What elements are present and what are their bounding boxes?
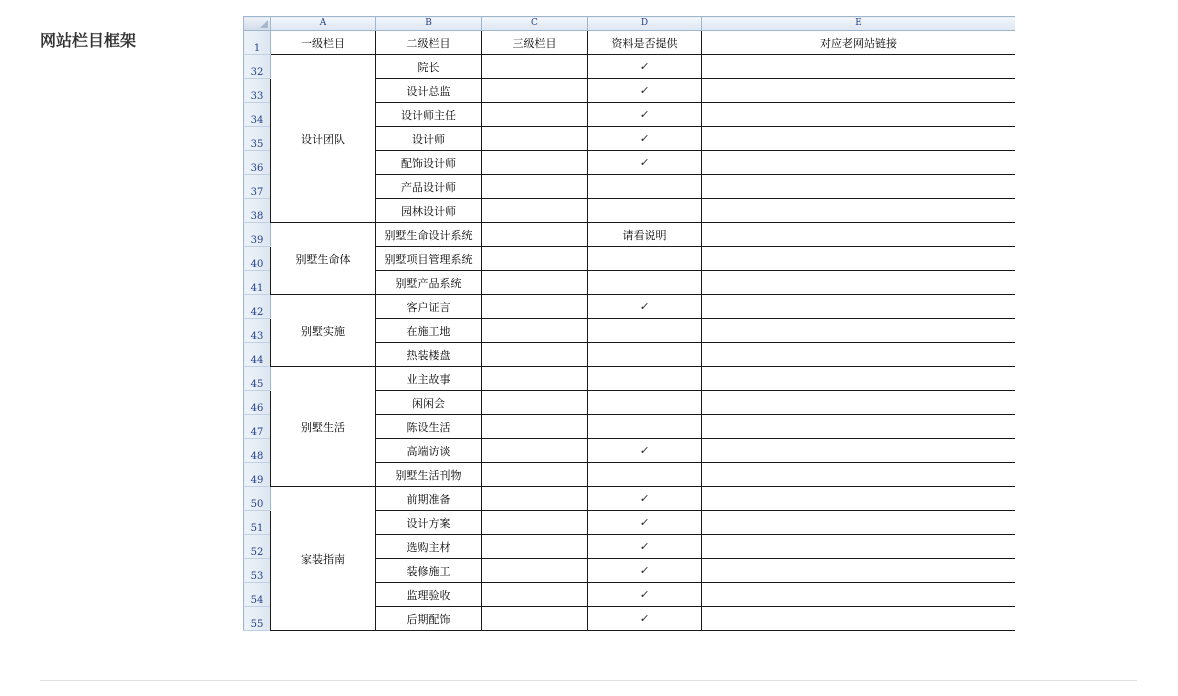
row-number: 35 (244, 127, 271, 151)
table-row (244, 55, 1016, 79)
row-number: 37 (244, 175, 271, 199)
check-mark-icon: ✓ (638, 444, 651, 457)
level3-category-cell (482, 607, 588, 631)
old-site-link-cell (702, 319, 1016, 343)
level2-category-cell: 别墅项目管理系统 (376, 247, 482, 271)
table-row (244, 487, 1016, 511)
level1-category-cell: 家装指南 (271, 487, 376, 631)
row-number: 50 (244, 487, 271, 511)
old-site-link-cell (702, 247, 1016, 271)
level2-category-cell: 高端访谈 (376, 439, 482, 463)
row-number: 45 (244, 367, 271, 391)
row-number: 48 (244, 439, 271, 463)
old-site-link-cell (702, 439, 1016, 463)
provided-status-cell (588, 127, 702, 151)
provided-status-cell (588, 511, 702, 535)
old-site-link-cell (702, 295, 1016, 319)
row-number: 47 (244, 415, 271, 439)
level1-category-cell: 别墅实施 (271, 295, 376, 367)
level2-category-cell: 后期配饰 (376, 607, 482, 631)
level2-category-cell: 陈设生活 (376, 415, 482, 439)
old-site-link-cell (702, 151, 1016, 175)
provided-status-cell (588, 199, 702, 223)
select-all-corner (244, 17, 271, 31)
level3-category-cell (482, 55, 588, 79)
column-header-cell: 三级栏目 (482, 31, 588, 55)
old-site-link-cell (702, 559, 1016, 583)
check-mark-icon: ✓ (638, 156, 651, 169)
level3-category-cell (482, 319, 588, 343)
column-letter-c: C (482, 17, 588, 31)
check-mark-icon: ✓ (638, 612, 651, 625)
level3-category-cell (482, 535, 588, 559)
column-letter-a: A (271, 17, 376, 31)
level2-category-cell: 别墅生活刊物 (376, 463, 482, 487)
level3-category-cell (482, 175, 588, 199)
row-number: 44 (244, 343, 271, 367)
old-site-link-cell (702, 271, 1016, 295)
table-row (244, 295, 1016, 319)
level2-category-cell: 别墅产品系统 (376, 271, 482, 295)
level3-category-cell (482, 127, 588, 151)
old-site-link-cell (702, 535, 1016, 559)
table-header-row (244, 31, 1016, 55)
row-number: 33 (244, 79, 271, 103)
column-letter-b: B (376, 17, 482, 31)
row-number: 49 (244, 463, 271, 487)
level3-category-cell (482, 103, 588, 127)
row-number: 34 (244, 103, 271, 127)
column-header-cell: 资料是否提供 (588, 31, 702, 55)
level2-category-cell: 设计方案 (376, 511, 482, 535)
provided-status-cell (588, 367, 702, 391)
row-number: 41 (244, 271, 271, 295)
level3-category-cell (482, 415, 588, 439)
level3-category-cell (482, 367, 588, 391)
provided-status-cell (588, 391, 702, 415)
row-number: 53 (244, 559, 271, 583)
level1-category-cell: 设计团队 (271, 55, 376, 223)
row-number: 39 (244, 223, 271, 247)
level2-category-cell: 闲闲会 (376, 391, 482, 415)
column-header-cell: 二级栏目 (376, 31, 482, 55)
check-mark-icon: ✓ (638, 516, 651, 529)
level2-category-cell: 产品设计师 (376, 175, 482, 199)
level2-category-cell: 客户证言 (376, 295, 482, 319)
level2-category-cell: 装修施工 (376, 559, 482, 583)
level2-category-cell: 在施工地 (376, 319, 482, 343)
row-number: 36 (244, 151, 271, 175)
level3-category-cell (482, 391, 588, 415)
old-site-link-cell (702, 103, 1016, 127)
provided-status-cell (588, 103, 702, 127)
level2-category-cell: 配饰设计师 (376, 151, 482, 175)
row-number: 40 (244, 247, 271, 271)
old-site-link-cell (702, 463, 1016, 487)
provided-status-cell (588, 295, 702, 319)
column-header-cell: 一级栏目 (271, 31, 376, 55)
level2-category-cell: 园林设计师 (376, 199, 482, 223)
level3-category-cell (482, 151, 588, 175)
level2-category-cell: 院长 (376, 55, 482, 79)
level3-category-cell (482, 295, 588, 319)
check-mark-icon: ✓ (638, 300, 651, 313)
check-mark-icon: ✓ (638, 564, 651, 577)
level3-category-cell (482, 439, 588, 463)
level3-category-cell (482, 511, 588, 535)
level3-category-cell (482, 79, 588, 103)
row-number: 54 (244, 583, 271, 607)
footer-divider (40, 680, 1137, 681)
row-number: 52 (244, 535, 271, 559)
check-mark-icon: ✓ (638, 492, 651, 505)
level3-category-cell (482, 463, 588, 487)
level2-category-cell: 设计总监 (376, 79, 482, 103)
level3-category-cell (482, 559, 588, 583)
provided-status-cell (588, 175, 702, 199)
old-site-link-cell (702, 175, 1016, 199)
level2-category-cell: 业主故事 (376, 367, 482, 391)
level2-category-cell: 选购主材 (376, 535, 482, 559)
provided-status-cell (588, 271, 702, 295)
row-number: 43 (244, 319, 271, 343)
level3-category-cell (482, 199, 588, 223)
check-mark-icon: ✓ (638, 84, 651, 97)
column-letter-e: E (702, 17, 1016, 31)
check-mark-icon: ✓ (638, 108, 651, 121)
provided-status-cell (588, 559, 702, 583)
level2-category-cell: 前期准备 (376, 487, 482, 511)
old-site-link-cell (702, 79, 1016, 103)
row-number: 55 (244, 607, 271, 631)
row-number: 32 (244, 55, 271, 79)
provided-status-cell (588, 343, 702, 367)
column-header-cell: 对应老网站链接 (702, 31, 1016, 55)
level2-category-cell: 设计师主任 (376, 103, 482, 127)
column-letter-d: D (588, 17, 702, 31)
level3-category-cell (482, 583, 588, 607)
level1-category-cell: 别墅生活 (271, 367, 376, 487)
old-site-link-cell (702, 55, 1016, 79)
old-site-link-cell (702, 415, 1016, 439)
level2-category-cell: 热装楼盘 (376, 343, 482, 367)
row-number: 42 (244, 295, 271, 319)
old-site-link-cell (702, 343, 1016, 367)
check-mark-icon: ✓ (638, 540, 651, 553)
old-site-link-cell (702, 391, 1016, 415)
provided-status-cell (588, 583, 702, 607)
provided-status-cell (588, 607, 702, 631)
old-site-link-cell (702, 223, 1016, 247)
provided-status-cell (588, 463, 702, 487)
provided-status-cell (588, 439, 702, 463)
provided-status-cell (588, 151, 702, 175)
old-site-link-cell (702, 127, 1016, 151)
page-title: 网站栏目框架 (40, 31, 137, 50)
row-number: 51 (244, 511, 271, 535)
check-mark-icon: ✓ (638, 60, 651, 73)
level3-category-cell (482, 487, 588, 511)
provided-status-cell (588, 55, 702, 79)
old-site-link-cell (702, 367, 1016, 391)
check-mark-icon: ✓ (638, 588, 651, 601)
level2-category-cell: 设计师 (376, 127, 482, 151)
old-site-link-cell (702, 487, 1016, 511)
level3-category-cell (482, 271, 588, 295)
level2-category-cell: 监理验收 (376, 583, 482, 607)
provided-status-cell (588, 247, 702, 271)
old-site-link-cell (702, 607, 1016, 631)
level1-category-cell: 别墅生命体 (271, 223, 376, 295)
level2-category-cell: 别墅生命设计系统 (376, 223, 482, 247)
old-site-link-cell (702, 583, 1016, 607)
row-number: 46 (244, 391, 271, 415)
old-site-link-cell (702, 511, 1016, 535)
column-header-row (244, 17, 1016, 31)
row-number: 1 (244, 31, 271, 55)
check-mark-icon: ✓ (638, 132, 651, 145)
level3-category-cell (482, 343, 588, 367)
spreadsheet-grid (243, 16, 1015, 631)
old-site-link-cell (702, 199, 1016, 223)
table-row (244, 223, 1016, 247)
row-number: 38 (244, 199, 271, 223)
provided-status-cell: 请看说明 (588, 223, 702, 247)
provided-status-cell (588, 79, 702, 103)
level3-category-cell (482, 247, 588, 271)
table-row (244, 367, 1016, 391)
spreadsheet-image (243, 16, 1015, 634)
provided-status-cell (588, 415, 702, 439)
provided-status-cell (588, 487, 702, 511)
provided-status-cell (588, 535, 702, 559)
level3-category-cell (482, 223, 588, 247)
provided-status-cell (588, 319, 702, 343)
